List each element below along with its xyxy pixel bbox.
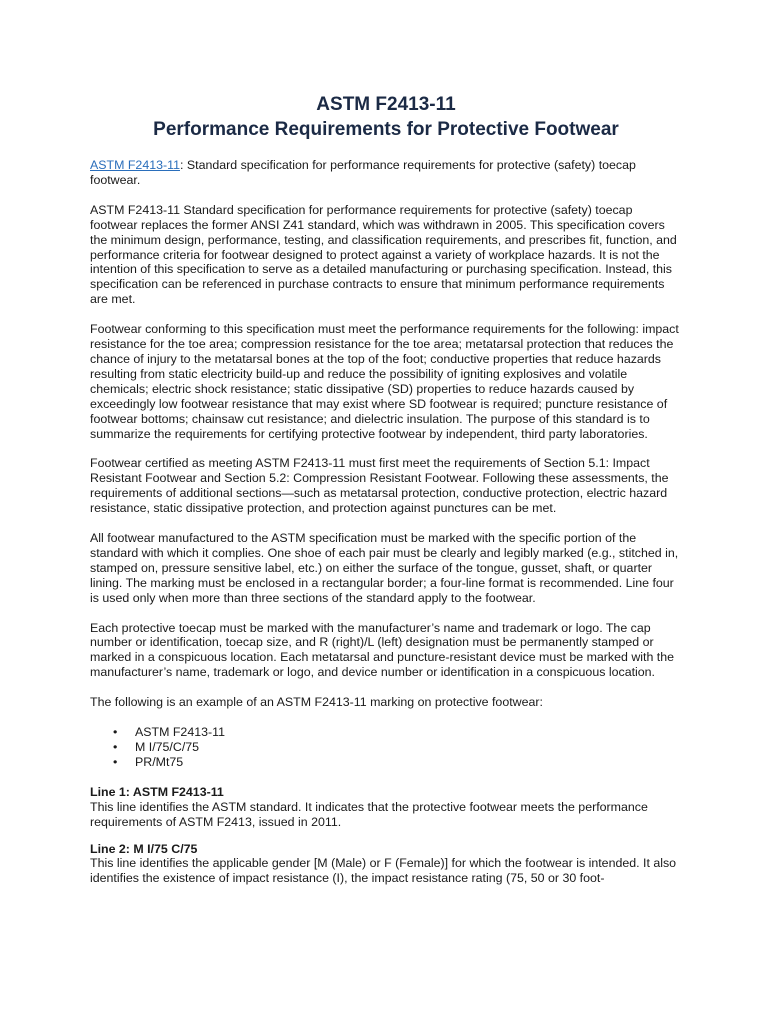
title-line-2: Performance Requirements for Protective Footwear [153,119,619,140]
paragraph-example-intro: The following is an example of an ASTM F2413-11 marking on protective footwear: [90,695,543,710]
section-heading-line-2: Line 2: M I/75 C/75 [90,841,198,856]
paragraph-overview: ASTM F2413-11 Standard specification for performance requirements for protective (safety) toecap footwear replaces the former ANSI Z41 standard, which was withdrawn in 2005. This specification covers the minimum design, performance, testing, and classification requirements, and prescribes fit, function, and performance criteria for footwear designed to protect against a variety of workplace hazards. It is not the intention of this specification to serve as a detailed manufacturing or purchasing specification. Instead, this specification can be referenced in purchase contracts to ensure that minimum performance requirements are met. [90,202,677,307]
list-item [90,725,682,740]
list-item-text: M I/75/C/75 [135,740,200,754]
section-body-line-1: This line identifies the ASTM standard. It indicates that the protective footwear meets the performance requirements of ASTM F2413, issued in 2011. [90,799,648,829]
standard-link[interactable]: ASTM F2413-11 [90,158,180,172]
list-item-text: PR/Mt75 [135,754,184,769]
paragraph-marking: All footwear manufactured to the ASTM specification must be marked with the specific portion of the standard with which it complies. One shoe of each pair must be clearly and legibly marked (e.g., stitched in, stamped on, pressure sensitive label, etc.) on either the surface of the tongue, gusset, shaft, or quarter lining. The marking must be enclosed in a rectangular border; a four-line format is recommended. Line four is used only when more than three sections of the standard apply to the footwear. [90,531,679,605]
list-item [90,740,682,755]
intro-paragraph [90,158,682,188]
bullet-icon: • [113,754,118,769]
title-line-1: ASTM F2413-11 [316,94,456,115]
list-item-text: ASTM F2413-11 [135,725,225,740]
document-page [90,92,682,898]
section-body-line-2: This line identifies the applicable gender [M (Male) or F (Female)] for which the footwear is intended. It also identifies the existence of impact resistance (I), the impact resistance rating (75, 50 or 30 foot- [90,856,677,886]
bullet-icon: • [113,740,118,754]
list-item [90,755,682,770]
section-heading-line-1: Line 1: ASTM F2413-11 [90,784,224,799]
paragraph-toecap-marking: Each protective toecap must be marked with the manufacturer’s name and trademark or logo. The cap number or identification, toecap size, and R (right)/L (left) designation must be permanently stamped or marked in a conspicuous location. Each metatarsal and puncture-resistant device must be marked with the manufacturer’s name, trademark or logo, and device number or identification in a conspicuous location. [90,620,675,680]
example-marking-list [90,725,682,770]
paragraph-performance-requirements: Footwear conforming to this specification must meet the performance requirements for the following: impact resistance for the toe area; compression resistance for the toe area; metatarsal protection that reduces the chance of injury to the metatarsal bones at the top of the foot; conductive properties that reduce hazards resulting from static electricity build-up and reduce the possibility of igniting explosives and volatile chemicals; electric shock resistance; static dissipative (SD) properties to reduce hazards caused by exceedingly low footwear resistance that may exist where SD footwear is required; puncture resistance of footwear bottoms; chainsaw cut resistance; and dielectric insulation. The purpose of this standard is to summarize the requirements for certifying protective footwear by independent, third party laboratories. [90,322,679,441]
paragraph-certification: Footwear certified as meeting ASTM F2413-11 must first meet the requirements of Section 5.1: Impact Resistant Footwear and Section 5.2: Compression Resistant Footwear. Following these assessments, the requirements of additional sections—such as metatarsal protection, conductive protection, electric hazard resistance, static dissipative protection, and protection against punctures can be met. [90,456,669,516]
bullet-icon: • [113,725,118,740]
document-title [90,92,682,142]
intro-text: : Standard specification for performance requirements for protective (safety) toecap footwear. [90,158,636,187]
